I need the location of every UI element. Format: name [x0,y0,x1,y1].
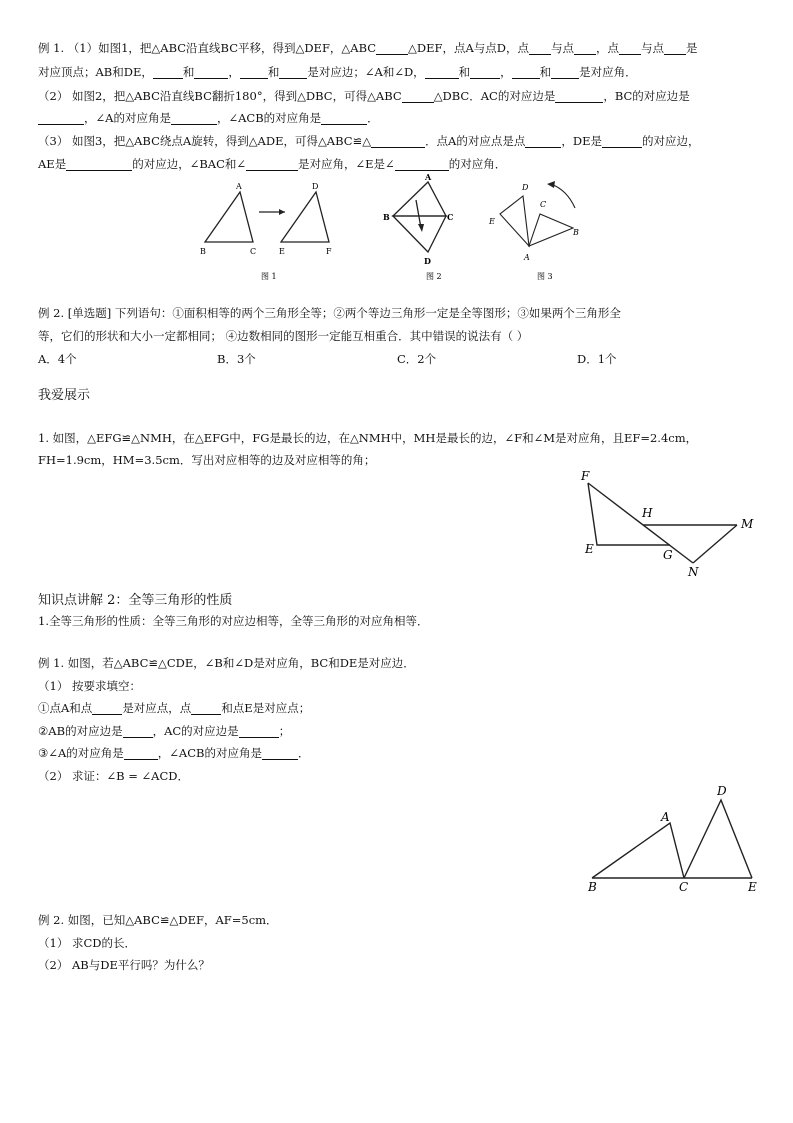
fill-blank[interactable] [171,112,217,125]
ex1-part2-line1: （2） 如图2，把△ABC沿直线BC翻折180°，得到△DBC，可得△ABC △DBC．AC的对应边是 ，BC的对应边是 [38,89,690,103]
figure-abc-cde [580,778,770,896]
label-H: H [642,506,653,520]
fill-blank[interactable] [38,112,84,125]
kp2-ex2-sub1: （1） 求CD的长． [38,936,136,950]
label-B: B [573,228,579,237]
ex1-part1-line2: 对应顶点；AB和DE， 和 ， 和 是对应边；∠A和∠D， 和 ， 和 是对应角． [38,65,637,79]
figure-3-rotation [485,178,585,283]
fill-blank[interactable] [153,66,183,79]
fill-blank[interactable] [619,42,641,55]
label-E: E [748,880,757,894]
fill-blank[interactable] [246,158,298,171]
kp2-ex1-sub2: （2） 求证：∠B = ∠ACD． [38,769,189,783]
ex1-part3-line1: （3） 如图3，把△ABC绕点A旋转，得到△ADE，可得△ABC≌△ ．点A的对应点是点 ，DE是 的对应边， [38,134,700,148]
section-heading-kp2: 知识点讲解 2：全等三角形的性质 [38,593,233,608]
fill-blank[interactable] [602,135,642,148]
label-F: F [326,247,332,256]
flip-arrow [416,200,421,228]
option-b[interactable]: B．3个 [217,352,256,366]
figure-2-flip [378,170,468,285]
label-N: N [688,565,699,579]
fill-blank[interactable] [574,42,596,55]
figure-2-caption: 图 2 [426,272,442,281]
label-F: F [581,469,590,483]
label-E: E [279,247,285,256]
triangle-abc [393,182,446,216]
fill-blank[interactable] [425,66,459,79]
label-D: D [424,256,431,266]
label-C: C [540,200,547,209]
figure-1-translation [195,178,345,283]
label-D: D [312,182,319,191]
label-C: C [447,212,454,222]
segment-mn [693,525,737,563]
label-D: D [522,183,529,192]
label-D: D [717,784,727,798]
label-B: B [383,212,390,222]
label-M: M [741,517,754,531]
show-q1-line1: 1. 如图，△EFG≌△NMH，在△EFG中，FG是最长的边，在△NMH中，MH是最长的边，∠F和∠M是对应角，且EF=2.4cm， [38,431,698,445]
kp2-ex1-sub1: （1） 按要求填空： [38,679,141,693]
fill-blank[interactable] [371,135,425,148]
figure-efg-nmh [575,465,765,580]
option-c[interactable]: C．2个 [397,352,437,366]
ex1-part3-line2: AE是 的对应边，∠BAC和∠ 是对应角，∠E是∠ 的对应角． [38,157,507,171]
fill-blank[interactable] [239,725,279,738]
label-E: E [585,542,594,556]
arrow-head [279,209,285,215]
fill-blank[interactable] [191,702,221,715]
ex1-part2-line2: ，∠A的对应角是 ，∠ACB的对应角是 ． [38,110,763,126]
label-B: B [200,247,206,256]
fill-blank[interactable] [470,66,500,79]
label-C: C [679,880,689,894]
figure-3-caption: 图 3 [537,272,553,281]
label-A: A [425,172,432,182]
ex2-question-line2: 等，它们的形状和大小一定都相同； ④边数相同的图形一定能互相重合．其中错误的说法有（ ） [38,329,529,343]
label-A: A [236,182,242,191]
label-B: B [588,880,597,894]
fill-blank[interactable] [321,112,367,125]
arrow-head [547,181,555,188]
triangle-abc [529,214,573,246]
fill-blank[interactable] [240,66,268,79]
ex1-part1-line1: 例 1. （1）如图1，把△ABC沿直线BC平移，得到△DEF，△ABC △DEF，点A与点D，点 与点 ，点 与点 是 [38,41,698,55]
fill-blank[interactable] [555,90,603,103]
fill-blank[interactable] [66,158,132,171]
section-heading-show: 我爱展示 [38,388,91,403]
fill-blank[interactable] [529,42,551,55]
show-q1-line2: FH=1.9cm，HM=3.5cm．写出对应相等的边及对应相等的角； [38,453,376,467]
kp2-ex2-line1: 例 2. 如图，已知△ABC≌△DEF，AF=5cm． [38,913,278,927]
fill-blank[interactable] [512,66,540,79]
fill-blank[interactable] [376,42,408,55]
ex2-question-line1: 例 2. [单选题] 下列语句：①面积相等的两个三角形全等；②两个等边三角形一定是全等图形；③如果两个三角形全 [38,306,621,320]
option-a[interactable]: A．4个 [38,352,77,366]
kp2-ex1-item2: ②AB的对应边是 ，AC的对应边是 ； [38,724,291,738]
triangle-ade [500,196,529,246]
kp2-ex1-line1: 例 1. 如图，若△ABC≌△CDE，∠B和∠D是对应角，BC和DE是对应边． [38,656,415,670]
triangle-def [281,192,329,242]
label-C: C [250,247,257,256]
rotation-arrow [551,184,575,208]
triangle-cde-sides [684,800,752,878]
fill-blank[interactable] [123,725,153,738]
triangle-abc [205,192,253,242]
label-G: G [663,548,673,562]
fill-blank[interactable] [124,747,158,760]
fill-blank[interactable] [525,135,561,148]
fill-blank[interactable] [402,90,434,103]
fill-blank[interactable] [279,66,307,79]
fill-blank[interactable] [92,702,122,715]
fill-blank[interactable] [551,66,579,79]
kp2-ex2-sub2: （2） AB与DE平行吗？为什么？ [38,958,210,972]
kp2-ex1-item3: ③∠A的对应角是 ，∠ACB的对应角是 ． [38,746,310,760]
fill-blank[interactable] [194,66,228,79]
triangle-abc-sides [592,823,684,878]
arrow-head [418,224,424,232]
fill-blank[interactable] [664,42,686,55]
label-A: A [524,253,530,262]
label-E: E [489,217,495,226]
kp2-property: 1.全等三角形的性质：全等三角形的对应边相等，全等三角形的对应角相等． [38,614,429,628]
label-A: A [661,810,670,824]
option-d[interactable]: D．1个 [577,352,617,366]
kp2-ex1-item1: ①点A和点 是对应点，点 和点E是对应点； [38,701,311,715]
segment-fn [588,483,693,563]
fill-blank[interactable] [262,747,298,760]
figure-1-caption: 图 1 [261,272,277,281]
